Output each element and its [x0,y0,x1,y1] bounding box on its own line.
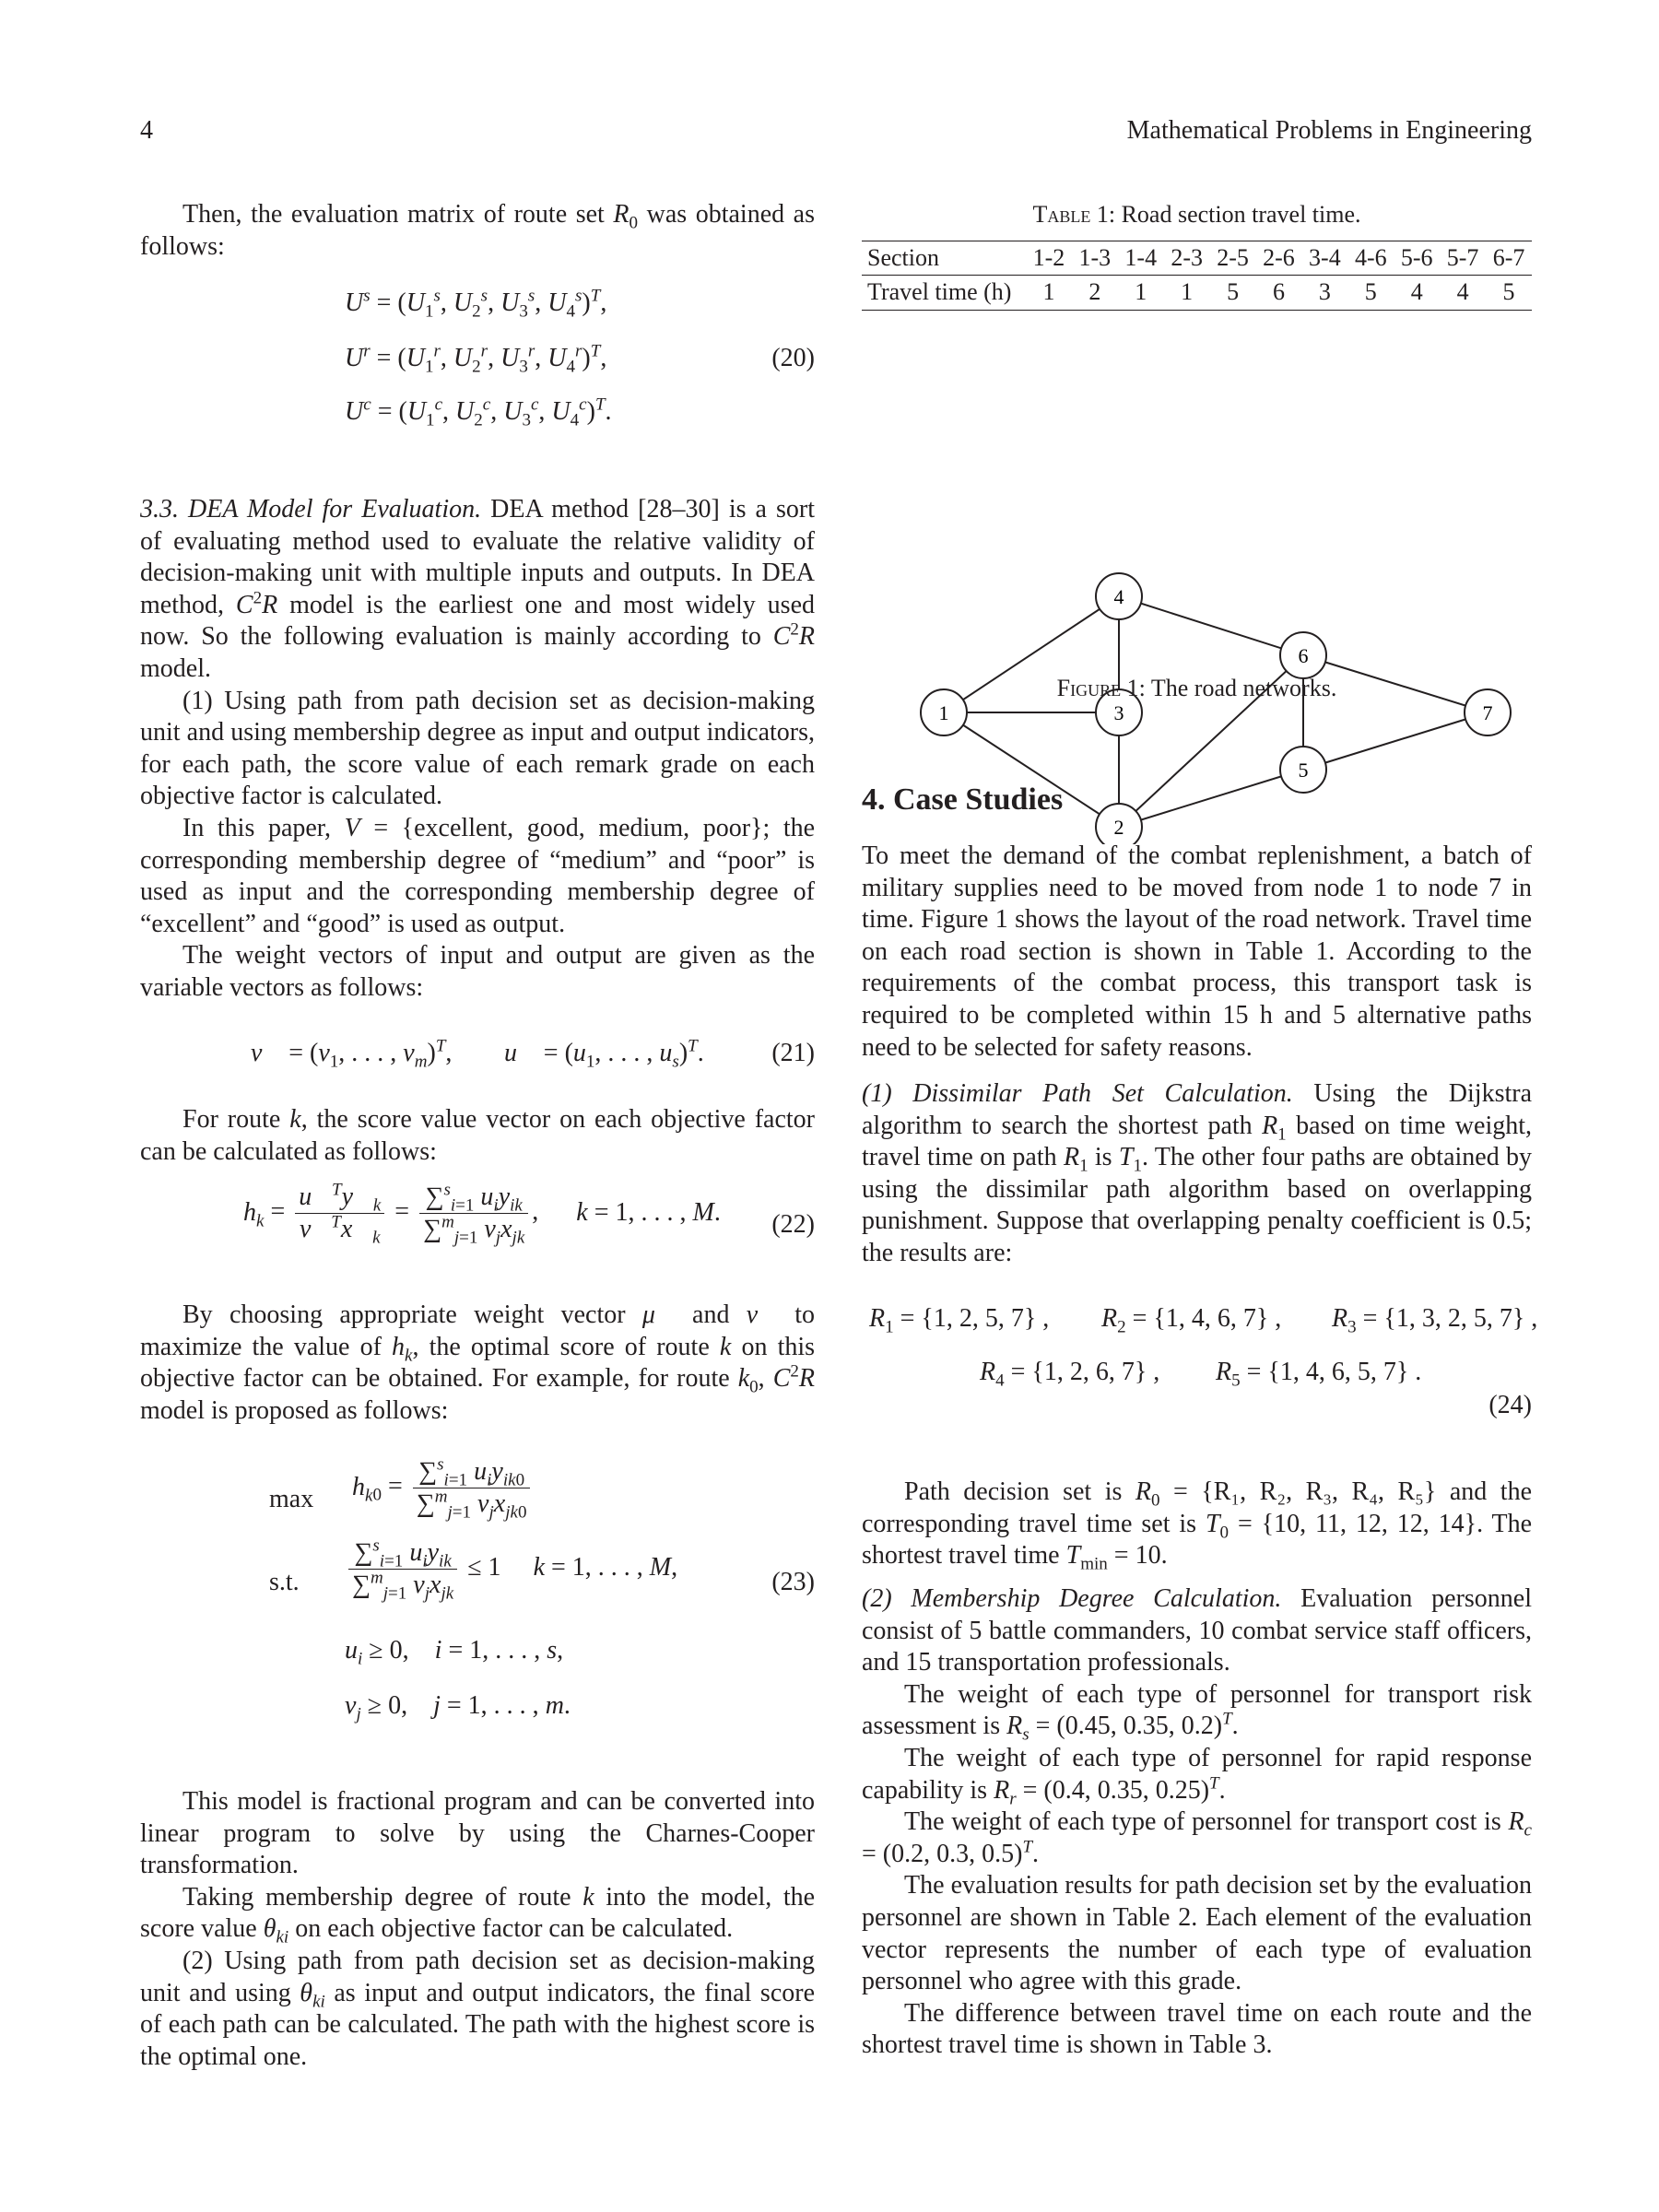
table-row: Section 1-2 1-3 1-4 2-3 2-5 2-6 3-4 4-6 5-6 5-7 6-7 [862,241,1532,276]
paragraph-membership: (2) Membership Degree Calculation. Evaluation personnel consist of 5 battle commanders, 10 combat service staff officers, and 15 transportation professionals. The weight of each type of personnel for transport risk assessment is $R_s = (0.45$, 0.35, 0.2)$^T$. The weight of each type of personnel for rapid response capability is $R_r = (0.4$, 0.35, 0.25)$^T$. The weight of each type of personnel for transport cost is $R_c = (0.2$, 0.3, 0.5)$^T$. The evaluation results for path decision set by the evaluation personnel are shown in Table 2. Each element of the evaluation vector represents the number of each type of evaluation personnel who agree with this grade. The difference between travel time on each route and the shortest travel time is shown in Table 3. [862,1584,1533,2060]
journal-title: Mathematical Problems in Engineering [1126,116,1532,145]
equation-20: $U^s = (U_1^s$, $U_2^s$, $U_3^s$, $U_4^s)^T$, $U^r = (U_1^r$, $U_2^r$, $U_3^r$, $U_4^r)^T$, $U^c = (U_1^c$, $U_2^c$, $U_3^c$, $U_4^c)^T$. (20) [345,286,815,430]
paragraph-dissimilar: (1) Dissimilar Path Set Calculation. Using the Dijkstra algorithm to search the shortest path $R_1$ based on time weight, travel time on path $R_1$ is $T_1$. The other four paths are obtained by using the dissimilar path algorithm based on overlapping punishment. Suppose that overlapping penalty coefficient is 0.5; the results are: [862,1079,1533,1267]
section-heading: 4. Case Studies [862,782,1064,817]
equation-22: $h_k$ = $\frac{u⃗^Ty⃗_k}{v⃗^Tx⃗_k}$ = $\frac{\sum^s_{i=1} u_iy_{ik}}{\sum^m_{j=1} v_jx_{jk}}$ , k = 1, . . . , M. (22) [243,1180,815,1248]
paragraph-final: This model is fractional program and can be converted into linear program to solve by using the Charnes-Cooper transformation. Taking membership degree of route k into the model, the score value $\theta_{ki}$ on each objective factor can be calculated. (2) Using path from path decision set as decision-making unit and using $\theta_{ki}$ as input and output indicators, the final score of each path can be calculated. The path with the highest score is the optimal one. [140,1787,816,2071]
road-network-diagram [862,365,1532,844]
equation-number: (22) [771,1210,815,1239]
paragraph-weights: The weight vectors of input and output are given as the variable vectors as follows: [140,941,815,1002]
figure-1 [862,365,1532,844]
svg-text:7: 7 [1482,701,1493,724]
page-number: 4 [140,116,153,145]
equation-number: (24) [1488,1391,1532,1419]
paragraph-step-1: (1) Using path from path decision set as decision-making unit and using membership degree as input and output indicators, for each path, the score value of each remark grade on each objective factor is calculated. [140,686,815,811]
table-row: Travel time (h) 1 2 1 1 5 6 3 5 4 4 5 [862,276,1532,311]
road-section-table [862,241,1532,311]
svg-text:6: 6 [1298,644,1309,667]
equation-number: (21) [771,1039,815,1067]
subject-to-label: s.t. [269,1568,300,1596]
svg-text:1: 1 [938,701,949,724]
node-4 [1096,573,1142,619]
intro-paragraph: Then, the evaluation matrix of route set $R_0$ was obtained as follows: [140,200,816,261]
section-4 [862,782,1532,818]
equation-24: $R_1 = \{1$, 2, 5, 7} , $R_2 = \{1$, 4, 6, 7} , $R_3 = \{1$, 3, 2, 5, 7} , $R_4 = \{1$, 2, 6, 7} , $R_5 = \{1$, 4, 6, 5, 7} . (24) [862,1303,1532,1414]
figure-1-caption: Figure 1: The road networks. [1056,675,1337,701]
max-label: max [269,1485,314,1513]
equation-number: (23) [771,1568,815,1596]
paragraph-case: To meet the demand of the combat replenishment, a batch of military supplies need to be moved from node 1 to node 7 in time. Figure 1 shows the layout of the road network. Travel time on each road section is shown in Table 1. According to the requirements of the combat process, this transport task is required to be completed within 15 h and 5 alternative paths need to be selected for safety reasons. [862,841,1532,1062]
paragraph-decision: Path decision set is $R_0 = \{R_1$, R₂, R₃, R₄, R₅} and the corresponding travel time set is $T_0 = \{10$, 11, 12, 12, 14}. The shortest travel time $T_{min} = 10$. [862,1477,1533,1574]
paragraph-choose: By choosing appropriate weight vector μ⃗ and v⃗ to maximize the value of $h_k$, the optimal score of route k on this objective factor can be obtained. For example, for route $k_0$, $C^2R$ model is proposed as follows: [140,1300,816,1425]
equation-number: (20) [771,344,815,372]
table-1-caption: Table 1: Road section travel time. [1032,201,1361,228]
svg-text:2: 2 [1113,816,1124,839]
table-1 [862,199,1532,311]
svg-text:4: 4 [1113,585,1124,608]
equation-23: max $h_{k0}$ = $\frac{\sum^s_{i=1} u_iy_{ik0}}{\sum^m_{j=1} v_jx_{jk0}}$ s.t. $\frac{\sum^s_{i=1} u_iy_{ik}}{\sum^m_{j=1} v_jx_{jk}}$ ≤ 1 k = 1, . . . , M, (23) $u_i \ge 0$, i = 1, . . . , s, $v_j \ge 0$, j = 1, . . . , m. [269,1454,815,1724]
paragraph-route: For route k, the score value vector on each objective factor can be calculated as follows: [140,1105,815,1166]
page-header [140,116,1532,153]
svg-text:5: 5 [1298,759,1309,782]
svg-text:3: 3 [1113,701,1124,724]
node-6 [1280,632,1326,678]
section-heading: 3.3. DEA Model for Evaluation. [140,495,482,524]
equation-21: v⃗ = ($v_1$, . . . , $v_m)^T$, u⃗ = ($u_1$, . . . , $u_s)^T$. (21) [251,1036,815,1072]
section-3-3: 3.3. DEA Model for Evaluation. DEA method [28–30] is a sort of evaluating method used to evaluate the relative validity of decision-making unit with multiple inputs and outputs. In DEA method, $C^2R$ model is the earliest one and most widely used now. So the following evaluation is mainly according to $C^2R$ model. (1) Using path from path decision set as decision-making unit and using membership degree as input and output indicators, for each path, the score value of each remark grade on each objective factor is calculated. In this paper, V = {excellent, good, medium, poor}; the corresponding membership degree of “medium” and “poor” is used as input and the corresponding membership degree of “excellent” and “good” is used as output. The weight vectors of input and output are given as the variable vectors as follows: [140,494,815,1005]
